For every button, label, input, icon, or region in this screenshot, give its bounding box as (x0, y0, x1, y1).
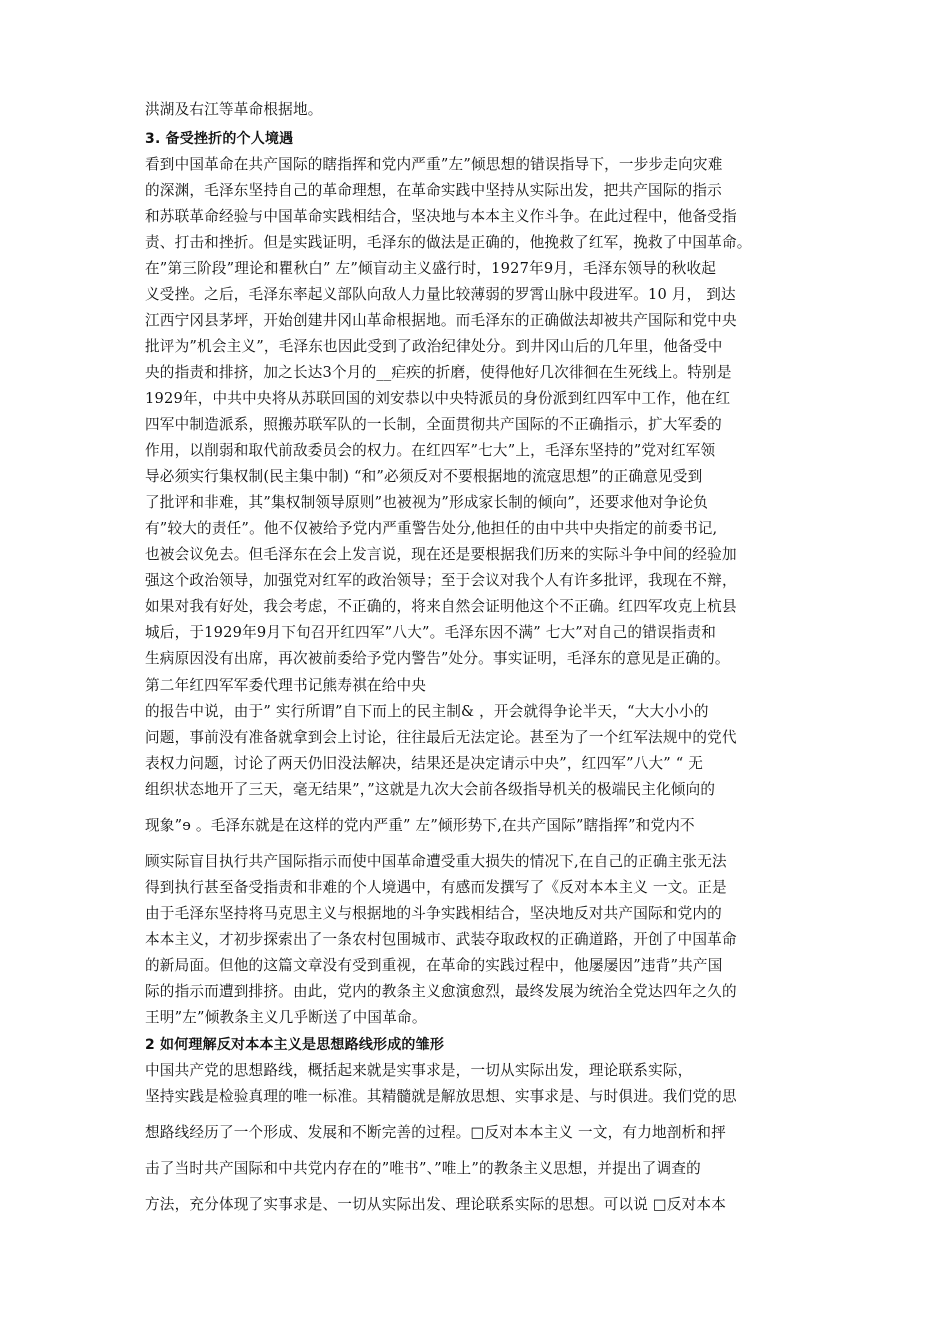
body-text-line: 看到中国革命在共产国际的瞎指挥和党内严重”左”倾思想的错误指导下，一步步走向灾难 (145, 156, 723, 173)
body-text-line: 如果对我有好处，我会考虑，不正确的，将来自然会证明他这个不正确。红四军攻克上杭县 (145, 598, 737, 615)
body-text-line: 本本主义，才初步探索出了一条农村包围城市、武装夺取政权的正确道路，开创了中国革命 (145, 931, 737, 948)
body-text-line: 问题，事前没有准备就拿到会上讨论，往往最后无法定论。甚至为了一个红军法规中的党代 (145, 729, 737, 746)
body-text-line: 和苏联革命经验与中国革命实践相结合，坚决地与本本主义作斗争。在此过程中，他备受指 (145, 208, 737, 225)
body-text-line: 的新局面。但他的这篇文章没有受到重视，在革命的实践过程中，他屡屡因”违背”共产国 (145, 957, 723, 974)
body-text-line: 击了当时共产国际和中共党内存在的”唯书”、”唯上”的教条主义思想，并提出了调查的 (145, 1160, 701, 1177)
body-text-line: 也被会议免去。但毛泽东在会上发言说，现在还是要根据我们历来的实际斗争中间的经验加 (145, 546, 737, 563)
body-text-line: 中国共产党的思想路线，概括起来就是实事求是，一切从实际出发，理论联系实际， (145, 1062, 693, 1079)
section-heading: 3. 备受挫折的个人境遇 (145, 131, 294, 147)
body-text-line: 导必须实行集权制(民主集中制) “和”必须反对不要根据地的流寇思想”的正确意见受到 (145, 468, 703, 485)
body-text-line: 现象”ɘ 。毛泽东就是在这样的党内严重” 左”倾形势下,在共产国际”瞎指挥”和党内不 (145, 817, 695, 834)
body-text-line: 坚持实践是检验真理的唯一标准。其精髓就是解放思想、实事求是、与时俱进。我们党的思 (145, 1088, 737, 1105)
body-text-line: 第二年红四军军委代理书记熊寿祺在给中央 (145, 677, 427, 694)
body-text-line: 了批评和非难，其”集权制领导原则”也被视为”形成家长制的倾向”，还要求他对争论负 (145, 494, 709, 511)
body-text-line: 1929年，中共中央将从苏联回国的刘安恭以中央特派员的身份派到红四军中工作，他在红 (145, 390, 731, 407)
body-text-line: 江西宁冈县茅坪，开始创建井冈山革命根据地。而毛泽东的正确做法却被共产国际和党中央 (145, 312, 737, 329)
body-text-line: 组织状态地开了三天，毫无结果”，”这就是九次大会前各级指导机关的极端民主化倾向的 (145, 781, 716, 798)
body-text-line: 际的指示而遭到排挤。由此，党内的教条主义愈演愈烈，最终发展为统治全党达四年之久的 (145, 983, 737, 1000)
body-text-line: 的报告中说，由于” 实行所谓”自下而上的民主制& ，开会就得争论半天，“大大小小的 (145, 703, 709, 720)
body-text-line: 作用，以削弱和取代前敌委员会的权力。在红四军”七大”上，毛泽东坚持的”党对红军领 (145, 442, 716, 459)
body-text-line: 生病原因没有出席，再次被前委给予党内警告”处分。事实证明，毛泽东的意见是正确的。 (145, 650, 730, 667)
body-text-line: 批评为”机会主义”，毛泽东也因此受到了政治纪律处分。到井冈山后的几年里，他备受中 (145, 338, 723, 355)
body-text-line: 城后，于1929年9月下旬召开红四军”八大”。毛泽东因不满” 七大”对自己的错误指责和 (145, 624, 717, 641)
section-heading: 2 如何理解反对本本主义是思想路线形成的雏形 (145, 1037, 445, 1053)
body-text-line: 有”较大的责任”。他不仅被给予党内严重警告处分,他担任的由中共中央指定的前委书记, (145, 520, 718, 537)
body-text-line: 的深渊，毛泽东坚持自己的革命理想，在革命实践中坚持从实际出发，把共产国际的指示 (145, 182, 722, 199)
body-text-line: 得到执行甚至备受指责和非难的个人境遇中，有感而发撰写了《反对本本主义 一文。正是 (145, 879, 727, 896)
body-text-line: 顾实际盲目执行共产国际指示而使中国革命遭受重大损失的情况下,在自己的正确主张无法 (145, 853, 727, 870)
body-text-line: 想路线经历了一个形成、发展和不断完善的过程。□反对本本主义 一文，有力地剖析和抨 (145, 1124, 726, 1141)
body-text-line: 责、打击和挫折。但是实践证明，毛泽东的做法是正确的，他挽救了红军，挽救了中国革命。 (145, 234, 752, 251)
body-text-line: 义受挫。之后，毛泽东率起义部队向敌人力量比较薄弱的罗霄山脉中段进军。10 月， 到达 (145, 286, 736, 303)
body-text-line: 洪湖及右江等革命根据地。 (145, 101, 323, 118)
body-text-line: 强这个政治领导，加强党对红军的政治领导；至于会议对我个人有许多批评，我现在不辩， (145, 572, 737, 589)
body-text-line: 四军中制造派系，照搬苏联军队的一长制，全面贯彻共产国际的不正确指示，扩大军委的 (145, 416, 722, 433)
body-text-line: 央的指责和排挤，加之长达3个月的__疟疾的折磨，使得他好几次徘徊在生死线上。特别是 (145, 364, 732, 381)
body-text-line: 在”第三阶段”理论和瞿秋白” 左”倾盲动主义盛行时，1927年9月，毛泽东领导的秋收起 (145, 260, 717, 277)
body-text-line: 由于毛泽东坚持将马克思主义与根据地的斗争实践相结合，坚决地反对共产国际和党内的 (145, 905, 722, 922)
body-text-line: 表权力问题，讨论了两天仍旧没法解决，结果还是决定请示中央”，红四军”八大” “ 无 (145, 755, 704, 772)
body-text-line: 王明”左”倾教条主义几乎断送了中国革命。 (145, 1009, 427, 1026)
body-text-line: 方法，充分体现了实事求是、一切从实际出发、理论联系实际的思想。可以说 □反对本本 (145, 1196, 726, 1213)
